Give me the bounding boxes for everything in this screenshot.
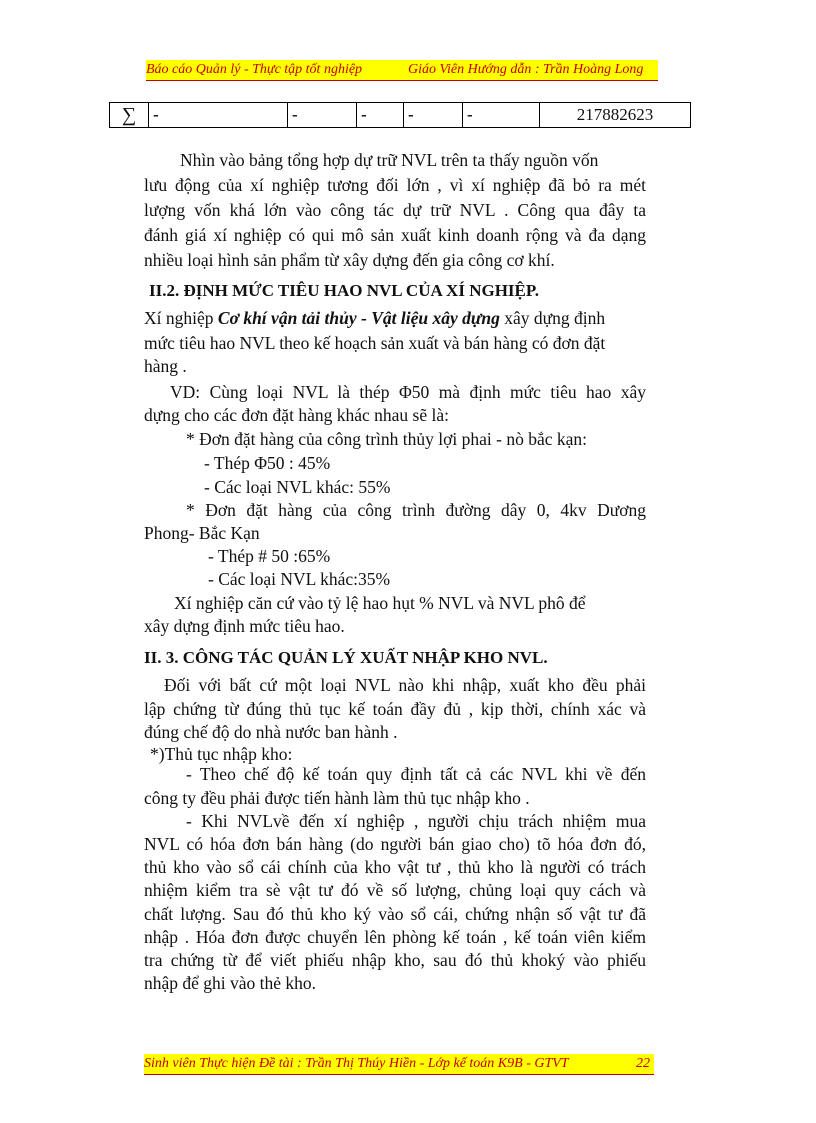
order1-title: * Đơn đặt hàng của công trình thủy lợi phai - nò bắc kạn: bbox=[186, 429, 587, 449]
section2-intro-line2: mức tiêu hao NVL theo kế hoạch sản xuất và bán hàng có đơn đặt bbox=[144, 333, 606, 353]
order2-title: * Đơn đặt hàng của công trình đường dây 0, 4kv Dương bbox=[186, 500, 646, 520]
page-header bbox=[146, 60, 658, 81]
section2-intro-line3: hàng . bbox=[144, 356, 187, 376]
s3-p1-line2: lập chứng từ đúng thủ tục kế toán đầy đủ , kịp thời, chính xác và bbox=[144, 699, 646, 719]
para1-line2: lưu động của xí nghiệp tương đối lớn , vì xí nghiệp đã bỏ ra mét bbox=[144, 175, 646, 195]
para1-line4: đánh giá xí nghiệp có qui mô sản xuất kinh doanh rộng và đa dạng bbox=[144, 225, 646, 245]
table-cell: - bbox=[357, 103, 404, 128]
page-footer bbox=[144, 1054, 654, 1075]
total-cell: 217882623 bbox=[540, 103, 691, 128]
intro-suffix: xây dựng định bbox=[499, 308, 606, 328]
s3-p3-line2: NVL có hóa đơn bán hàng (do người bán giao cho) tõ hóa đơn đó, bbox=[144, 834, 646, 854]
order2-other: - Các loại NVL khác:35% bbox=[208, 569, 391, 589]
s3-p3-line5: chất lượng. Sau đó thủ kho ký vào sổ cái, chứng nhận số vật tư đã bbox=[144, 904, 646, 924]
para1-line3: lượng vốn khá lớn vào công tác dự trữ NVL . Công qua đây ta bbox=[144, 200, 646, 220]
order2-steel: - Thép # 50 :65% bbox=[208, 546, 331, 566]
s3-p3-line1: - Khi NVLvề đến xí nghiệp , người chịu trách nhiệm mua bbox=[186, 811, 646, 831]
sum-symbol: ∑ bbox=[110, 103, 149, 128]
order1-other: - Các loại NVL khác: 55% bbox=[204, 477, 391, 497]
s3-p2-line2: công ty đều phải được tiến hành làm thủ tục nhập kho . bbox=[144, 788, 530, 808]
table-cell: - bbox=[149, 103, 288, 128]
order1-steel: - Thép Φ50 : 45% bbox=[204, 453, 331, 473]
intro-prefix: Xí nghiệp bbox=[144, 308, 218, 328]
para1-line1: Nhìn vào bảng tổng hợp dự trữ NVL trên ta thấy nguồn vốn bbox=[180, 150, 599, 170]
s3-p3-line4: nhiệm kiểm tra sè vật tư đó về số lượng, chủng loại quy cách và bbox=[144, 880, 646, 900]
header-right: Giáo Viên Hướng dẫn : Trần Hoàng Long bbox=[408, 62, 644, 77]
table-cell: - bbox=[404, 103, 463, 128]
example-line2: dựng cho các đơn đặt hàng khác nhau sẽ là: bbox=[144, 405, 449, 425]
para1-line5: nhiều loại hình sản phẩm từ xây dựng đến gia công cơ khí. bbox=[144, 250, 555, 270]
conclusion-line1: Xí nghiệp căn cứ vào tỷ lệ hao hụt % NVL và NVL phô để bbox=[174, 593, 586, 613]
s3-p3-line7: tra chứng từ để viết phiếu nhập kho, sau đó thủ khoký vào phiếu bbox=[144, 950, 646, 970]
section2-intro bbox=[144, 306, 605, 331]
s3-p3-line8: nhập để ghi vào thẻ kho. bbox=[144, 973, 317, 993]
table-cell: - bbox=[463, 103, 540, 128]
example-line1: VD: Cùng loại NVL là thép Φ50 mà định mức tiêu hao xây bbox=[170, 382, 646, 402]
section-heading: II.2. ĐỊNH MỨC TIÊU HAO NVL CỦA XÍ NGHIỆP. bbox=[149, 281, 539, 300]
table-cell: - bbox=[288, 103, 357, 128]
s3-p1-line3: đúng chế độ do nhà nước ban hành . bbox=[144, 722, 398, 742]
conclusion-line2: xây dựng định mức tiêu hao. bbox=[144, 616, 345, 636]
company-name: Cơ khí vận tải thủy - Vật liệu xây dựng bbox=[217, 308, 500, 328]
summary-table bbox=[109, 102, 691, 128]
page-number: 22 bbox=[636, 1056, 650, 1071]
s3-p1-line1: Đối với bất cứ một loại NVL nào khi nhập, xuất kho đều phải bbox=[164, 675, 646, 695]
s3-subhead: *)Thủ tục nhập kho: bbox=[150, 744, 293, 764]
table-row bbox=[110, 103, 691, 128]
footer-text: Sinh viên Thực hiện Đề tài : Trần Thị Thúy Hiền - Lớp kế toán K9B - GTVT bbox=[144, 1056, 569, 1071]
s3-p3-line3: thủ kho vào sổ cái chính của kho vật tư , thủ kho là người có trách bbox=[144, 857, 646, 877]
s3-p3-line6: nhập . Hóa đơn được chuyển lên phòng kế toán , kế toán viên kiểm bbox=[144, 927, 646, 947]
order2-title-line2: Phong- Bắc Kạn bbox=[144, 523, 260, 543]
section-heading: II. 3. CÔNG TÁC QUẢN LÝ XUẤT NHẬP KHO NVL. bbox=[144, 648, 548, 667]
s3-p2-line1: - Theo chế độ kế toán quy định tất cả các NVL khi về đến bbox=[186, 764, 646, 784]
header-left: Báo cáo Quản lý - Thực tập tốt nghiệp bbox=[146, 62, 363, 77]
